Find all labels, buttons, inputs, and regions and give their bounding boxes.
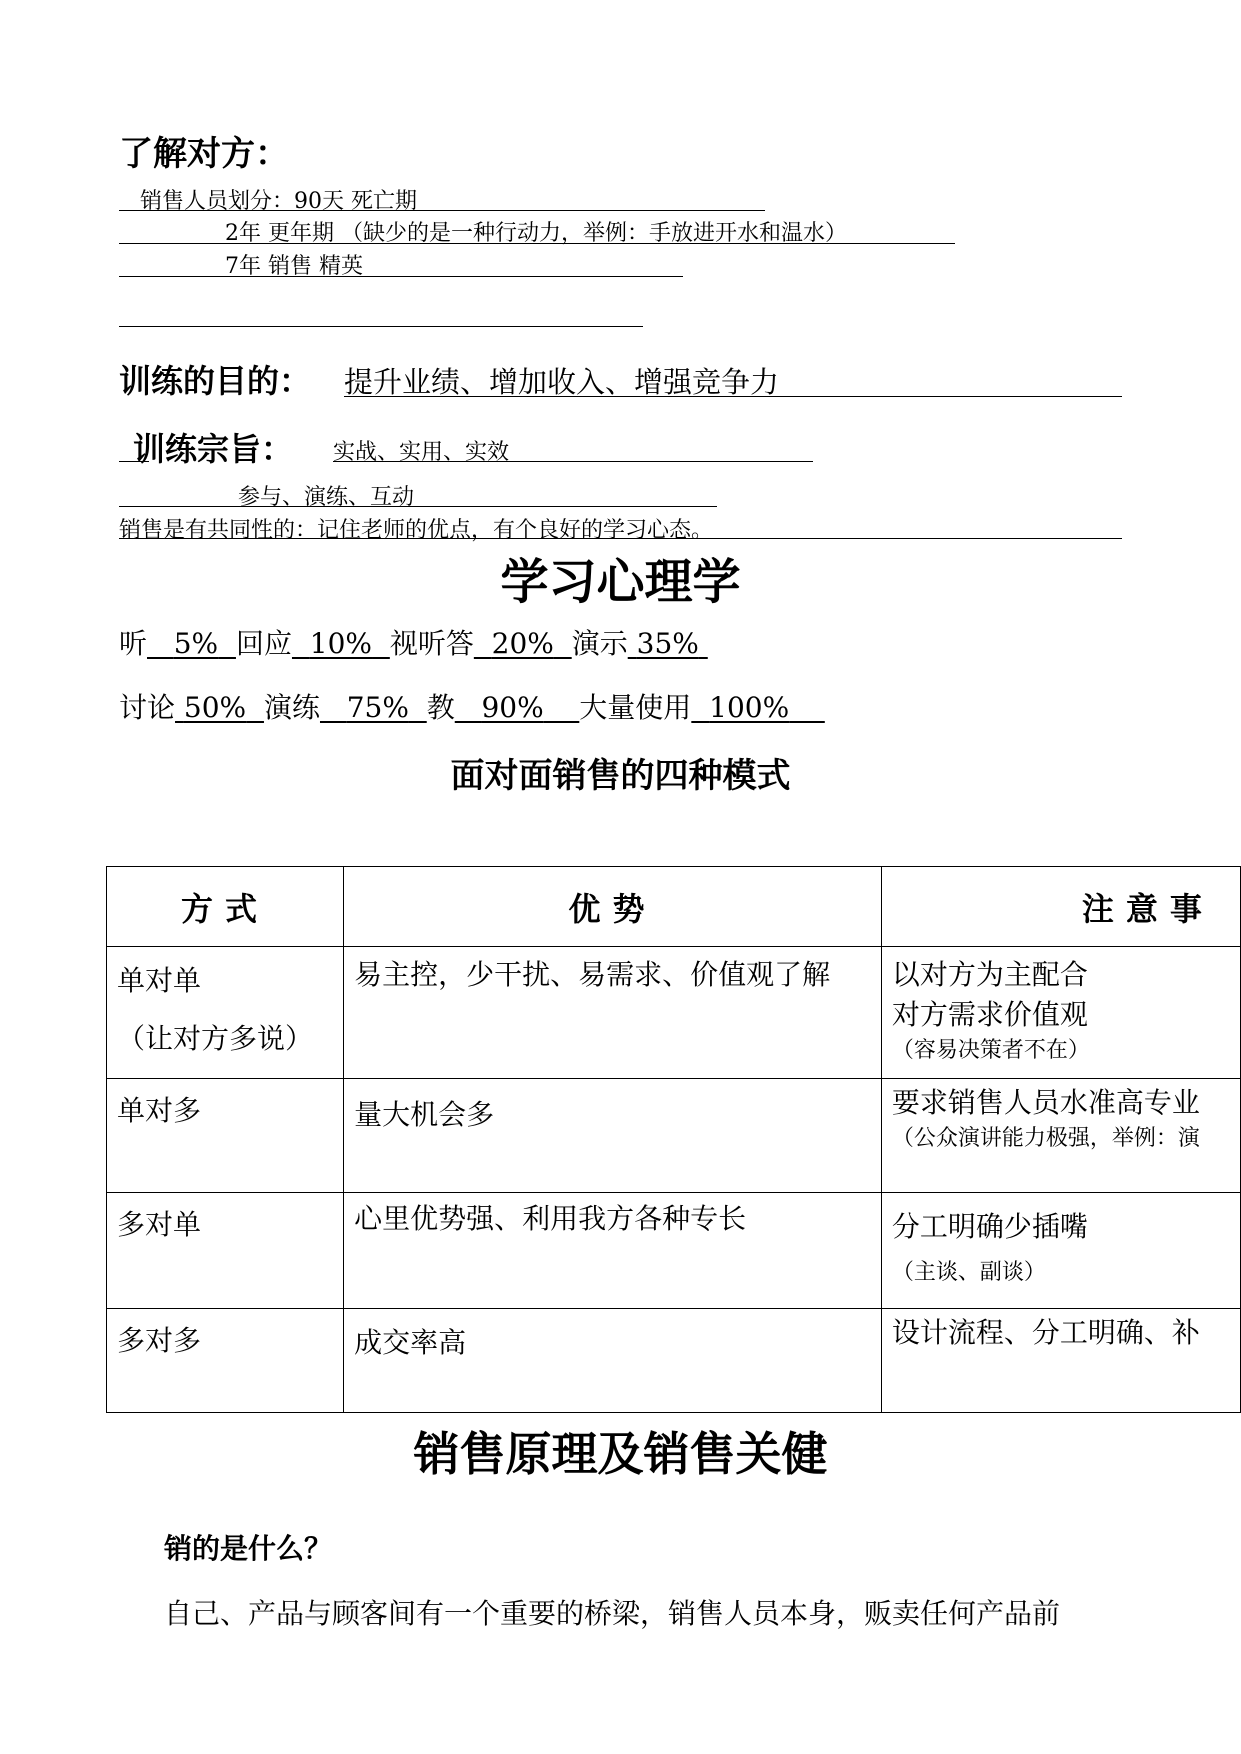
know-other-heading: 了解对方： <box>119 134 289 174</box>
cell-mode: 多对多 <box>107 1309 344 1413</box>
cell-advantage: 成交率高 <box>344 1309 882 1413</box>
cell-mode: 单对多 <box>107 1079 344 1193</box>
rate-label: 演练 <box>263 691 320 724</box>
learning-row-2 <box>119 686 825 726</box>
rate-value: 90% <box>481 691 544 724</box>
cell-mode: 多对单 <box>107 1193 344 1309</box>
know-other-line-3: 7年 销售 精英 <box>225 254 363 279</box>
sales-commonality: 销售是有共同性的：记住老师的优点，有个良好的学习心态。 <box>119 518 714 543</box>
rate-value: 20% <box>491 627 554 660</box>
rate-label: 演示 <box>571 627 628 660</box>
rate-value: 50% <box>183 691 247 724</box>
underline <box>119 210 765 211</box>
header-mode: 方式 <box>107 867 344 947</box>
rate-label: 讨论 <box>119 691 176 724</box>
cell-notice: 以对方为主配合 对方需求价值观 （容易决策者不在） <box>881 947 1240 1079</box>
rate-label: 大量使用 <box>579 691 692 724</box>
rate-label: 视听答 <box>389 627 474 660</box>
underline <box>119 461 149 462</box>
table-row <box>107 1309 1241 1413</box>
training-purpose-value-1: 实战、实用、实效 <box>333 440 510 465</box>
rate-label: 回应 <box>235 627 292 660</box>
underline <box>333 461 813 462</box>
rate-value: 5% <box>173 627 219 660</box>
learning-psychology-title: 学习心理学 <box>500 554 741 610</box>
table-row <box>107 1193 1241 1309</box>
know-other-line-2: 2年 更年期 （缺少的是一种行动力，举例：手放进开水和温水） <box>225 221 847 246</box>
header-advantage: 优势 <box>344 867 882 947</box>
underline <box>119 276 683 277</box>
training-goal-label: 训练的目的： <box>119 362 312 400</box>
rate-value: 10% <box>309 627 373 660</box>
rate-label: 教 <box>426 691 455 724</box>
table-header-row <box>107 867 1241 947</box>
underline <box>119 506 717 507</box>
know-other-line-1: 销售人员划分：90天 死亡期 <box>140 189 417 214</box>
training-purpose-value-2: 参与、演练、互动 <box>238 485 415 510</box>
cell-advantage: 易主控，少干扰、易需求、价值观了解 <box>344 947 882 1079</box>
table-row <box>107 947 1241 1079</box>
cell-advantage: 量大机会多 <box>344 1079 882 1193</box>
rate-value: 35% <box>636 627 699 660</box>
rate-value: 75% <box>346 691 409 724</box>
four-modes-title: 面对面销售的四种模式 <box>450 756 791 796</box>
cell-notice: 分工明确少插嘴 （主谈、副谈） <box>881 1193 1240 1309</box>
header-notice: 注意事 <box>881 867 1240 947</box>
sales-answer: 自己、产品与顾客间有一个重要的桥梁，销售人员本身，贩卖任何产品前 <box>164 1597 1061 1630</box>
underline <box>344 396 1122 397</box>
rate-value: 100% <box>709 691 790 724</box>
learning-row-1 <box>119 622 708 662</box>
four-modes-table <box>106 866 1241 1413</box>
sales-principle-title: 销售原理及销售关健 <box>413 1427 828 1481</box>
underline <box>119 538 1122 539</box>
training-purpose-label: 训练宗旨： <box>133 430 294 468</box>
rate-label: 听 <box>119 627 148 660</box>
training-goal-value: 提升业绩、增加收入、增强竞争力 <box>344 365 780 399</box>
sales-question: 销的是什么？ <box>164 1532 333 1565</box>
cell-notice: 设计流程、分工明确、补 <box>881 1309 1240 1413</box>
underline <box>119 243 955 244</box>
table-row <box>107 1079 1241 1193</box>
cell-advantage: 心里优势强、利用我方各种专长 <box>344 1193 882 1309</box>
blank-line <box>119 326 643 327</box>
cell-mode: 单对单 （让对方多说） <box>107 947 344 1079</box>
cell-notice: 要求销售人员水准高专业 （公众演讲能力极强，举例：演 <box>881 1079 1240 1193</box>
